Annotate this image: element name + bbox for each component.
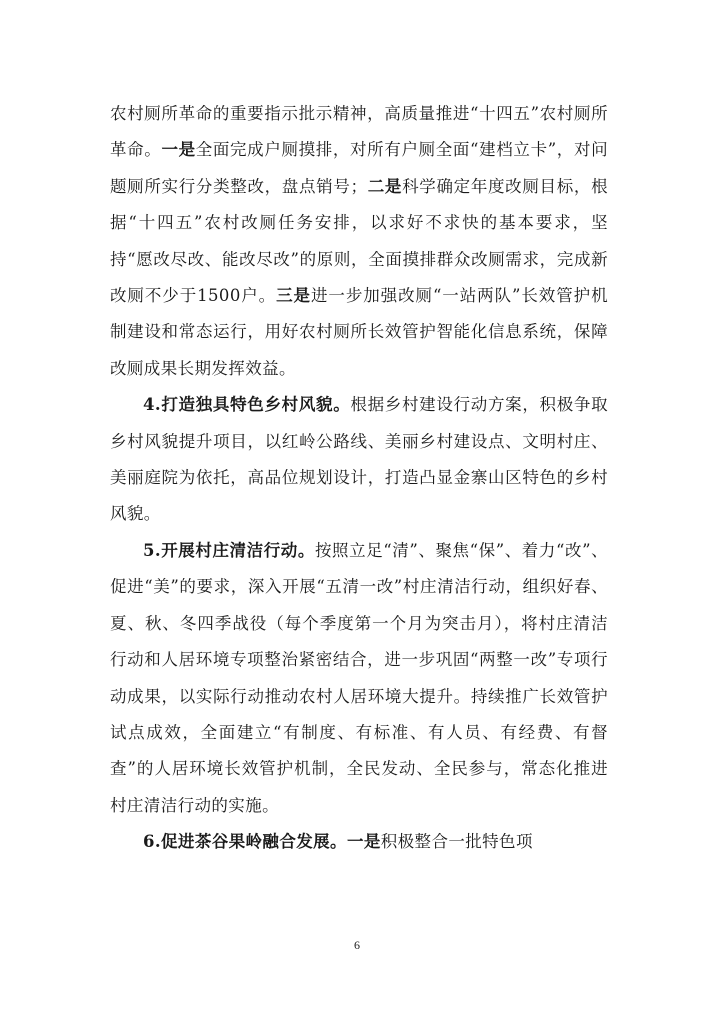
bold-text: 4.打造独具特色乡村风貌。: [143, 395, 351, 415]
bold-text: 一是: [346, 832, 381, 852]
text-segment: 全面完成户厕摸排，对所有户厕全面“建档立卡”，对问题厕所实行分类整改，盘点销号；: [110, 140, 608, 196]
text-segment: 按照立足“清”、聚焦“保”、着力“改”、促进“美”的要求，深入开展“五清一改”村庄清洁行动，组织好春、夏、秋、冬四季战役（每个季度第一个月为突击月），将村庄清洁行动和人居环境专项整治紧密结合，进一步巩固“两整一改”专项行动成果，以实际行动推动农村人居环境大提升。持续推广长效管护试点成效，全面建立“有制度、有标准、有人员、有经费、有督查”的人居环境长效管护机制，全民发动、全民参与，常态化推进村庄清洁行动的实施。: [110, 540, 608, 815]
text-segment: 农村厕所革命的重要指示批示精神，高质量推进“十四五”农村厕所革命。: [110, 104, 608, 160]
text-segment: 进一步加强改厕“一站两队”长效管护机制建设和常态运行，用好农村厕所长效管护智能化信息系统，保障改厕成果长期发挥效益。: [110, 286, 608, 378]
bold-text: 二是: [367, 176, 403, 196]
page-number: 6: [354, 938, 360, 952]
paragraph: [110, 533, 608, 824]
text-segment: 科学确定年度改厕目标，根据“十四五”农村改厕任务安排，以求好不求快的基本要求，坚持“愿改尽改、能改尽改”的原则，全面摸排群众改厕需求，完成新改厕不少于1500户。: [110, 176, 608, 306]
body-text: [110, 96, 608, 861]
bold-text: 6.促进茶谷果岭融合发展。: [143, 832, 347, 852]
bold-text: 三是: [276, 286, 311, 306]
paragraph: [110, 96, 608, 387]
paragraph: [110, 824, 608, 860]
paragraph: [110, 387, 608, 533]
bold-text: 一是: [161, 140, 196, 160]
bold-text: 5.开展村庄清洁行动。: [143, 540, 315, 560]
text-segment: 积极整合一批特色项: [380, 832, 533, 852]
text-segment: 根据乡村建设行动方案，积极争取乡村风貌提升项目，以红岭公路线、美丽乡村建设点、文明村庄、美丽庭院为依托，高品位规划设计，打造凸显金寨山区特色的乡村风貌。: [110, 395, 608, 524]
